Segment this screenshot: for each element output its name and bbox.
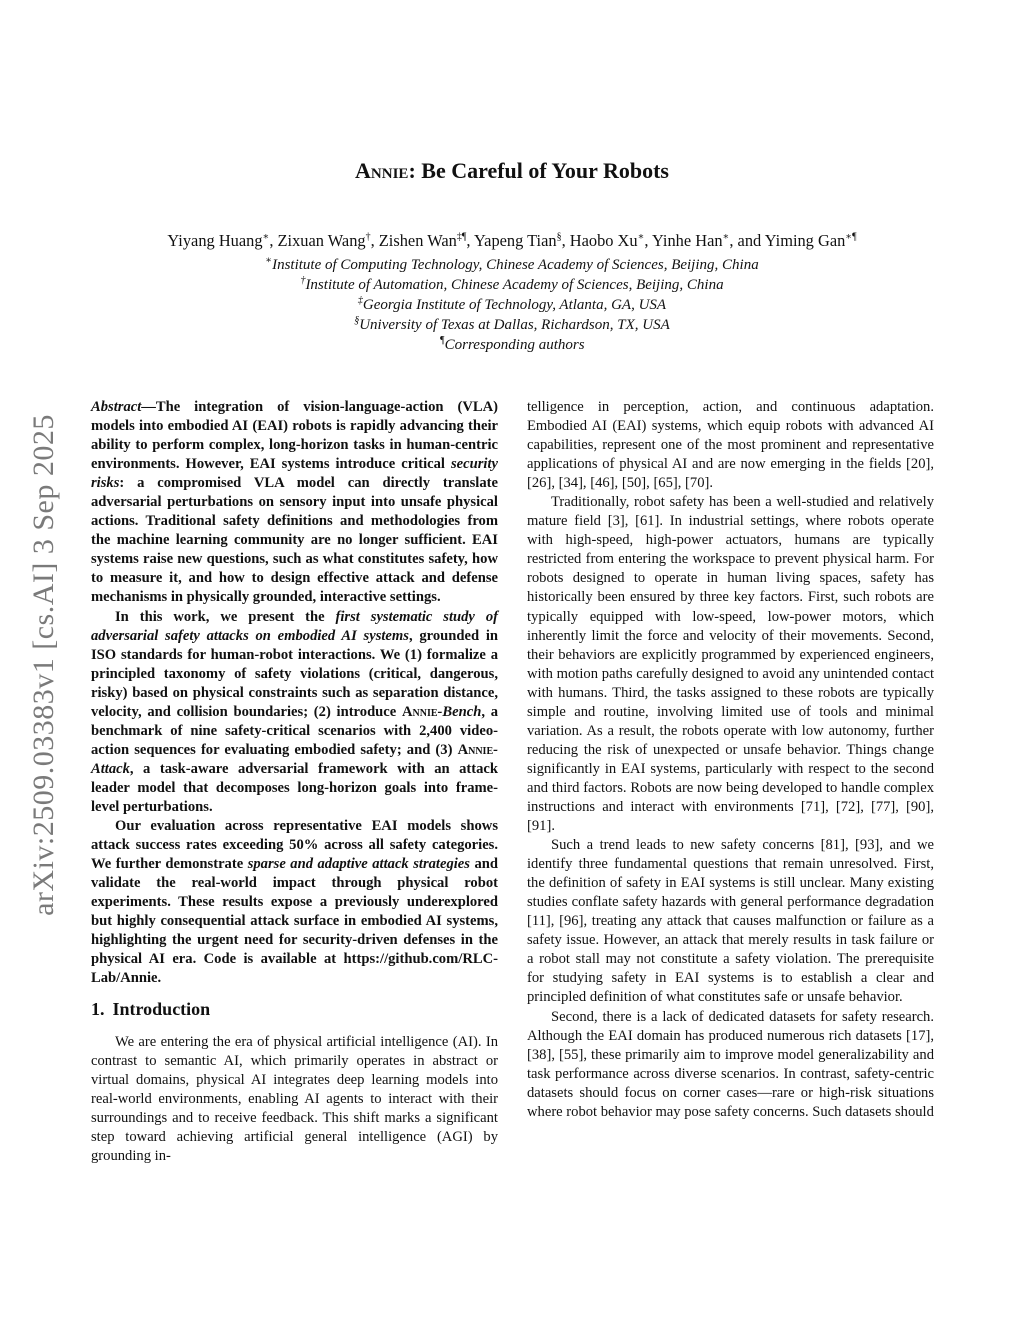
abstract-label: Abstract — [91, 399, 142, 415]
author: Haobo Xu∗, — [569, 231, 652, 250]
section-title: Introduction — [112, 999, 211, 1020]
author: Zixuan Wang†, — [277, 231, 379, 250]
abstract-paragraph-2: In this work, we present the first systematic study of adversarial safety attacks on embodied AI systems, grounded in ISO standards for human-robot interactions. We (1) formalize a principled taxonomy of safety violations (critical, dangerous, risky) based on physical constraints such as separation distance, velocity, and collision boundaries; (2) introduce Annie-Bench, a benchmark of nine safety-critical scenarios with 2,400 video-action sequences for evaluating embodied safety; and (3) Annie-Attack, a task-aware adversarial framework with an attack leader model that decomposes long-horizon goals into frame-level perturbations. — [91, 608, 498, 815]
body-paragraph: We are entering the era of physical artificial intelligence (AI). In contrast to semantic AI, which primarily operates in abstract or virtual domains, physical AI integrates deep learning models into real-world environments, enabling AI agents to interact with their surroundings and to receive feedback. This shift marks a significant step toward achieving artificial general intelligence (AGI) by grounding in- — [91, 1033, 498, 1164]
right-column — [527, 398, 934, 1122]
affiliation: ‡Georgia Institute of Technology, Atlanta, GA, USA — [357, 295, 667, 313]
body-paragraph: telligence in perception, action, and continuous adaptation. Embodied AI (EAI) systems, which equip robots with advanced AI capabilities, represent one of the most prominent and representative applications of physical AI and are now emerging in the fields [20], [26], [34], [46], [50], [65], [70]. — [527, 399, 934, 492]
title-smallcaps: Annie — [355, 158, 409, 183]
title-rest: : Be Careful of Your Robots — [408, 158, 669, 183]
author: Yapeng Tian§, — [473, 231, 570, 250]
abstract-paragraph-3: Our evaluation across representative EAI models shows attack success rates exceeding 50% across all safety categories. We further demonstrate sparse and adaptive attack strategies and validate the real-world impact through physical robot experiments. These results expose a previously underexplored but highly consequential attack surface in embodied AI systems, highlighting the urgent need for security-driven defenses in the physical AI era. Code is available at https://github.com/RLC-Lab/Annie. — [91, 818, 498, 987]
author: Yiyang Huang∗, — [167, 231, 278, 250]
author: Yiming Gan∗¶ — [764, 231, 857, 250]
affiliation-list — [0, 255, 1024, 355]
affiliation: ∗Institute of Computing Technology, Chinese Academy of Sciences, Beijing, China — [265, 255, 759, 273]
author: Zishen Wan‡¶, — [378, 231, 474, 250]
section-number: 1. — [91, 999, 105, 1020]
author-list — [60, 231, 964, 251]
body-paragraph: Traditionally, robot safety has been a well-studied and relatively mature field [3], [61]. In industrial settings, where robots operate with high-speed, high-power actuators, humans are typically restricted from entering the workspace to prevent physical harm. For robots designed to operate in human living spaces, safety has historically been ensured by three key factors. First, such robots are typically equipped with low-speed, low-power motors, which inherently limit the force and velocity of their movements. Second, their behaviors are explicitly programmed by experienced engineers, with motion paths carefully designed to avoid any unintended contact with humans. Third, the tasks assigned to these robots are typically simple and routine, involving limited use of tools and minimal variation. As a result, the robots operate with low autonomy, further reducing the risk of unexpected or unsafe behavior. Things change significantly in EAI systems, particularly with respect to the second and third factors. Robots are now being developed to handle complex instructions and interact with environments [71], [72], [77], [90], [91]. — [527, 494, 934, 835]
abstract — [91, 398, 498, 988]
body-paragraph: Such a trend leads to new safety concerns [81], [93], and we identify three fundamental questions that remain unresolved. First, the definition of safety in EAI systems is still unclear. Many existing studies conflate safety hazards with general performance degradation [11], [96], treating any attack that causes malfunction or failure as a safety issue. However, an attack that merely results in task failure or a robot stall may not constitute a safety violation. The prerequisite for studying safety in EAI systems is to establish a clear and principled definition of what constitutes safe or unsafe behavior. — [527, 837, 934, 1006]
section-heading-introduction — [91, 1000, 498, 1019]
affiliation: †Institute of Automation, Chinese Academy of Sciences, Beijing, China — [300, 275, 724, 293]
affiliation: ¶Corresponding authors — [439, 335, 585, 353]
paper-title — [0, 158, 1024, 184]
abstract-paragraph-1: Abstract—The integration of vision-language-action (VLA) models into embodied AI (EAI) robots is rapidly advancing their ability to perform complex, long-horizon tasks in human-centric environments. However, EAI systems introduce critical security risks: a compromised VLA model can directly translate adversarial perturbations on sensory input into unsafe physical actions. Traditional safety definitions and methodologies from the machine learning community are no longer sufficient. EAI systems raise new questions, such as what constitutes safety, how to measure it, and how to design effective attack and defense mechanisms in physically grounded, interactive settings. — [91, 399, 498, 606]
author: Yinhe Han∗, and — [651, 231, 765, 250]
body-paragraph: Second, there is a lack of dedicated datasets for safety research. Although the EAI domain has produced numerous rich datasets [17], [38], [55], these primarily aim to improve model generalizability and task performance across diverse scenarios. In contrast, safety-centric datasets should focus on corner cases—rare or high-risk situations where robot behavior may pose safety concerns. Such datasets should — [527, 1008, 934, 1120]
left-column — [91, 398, 498, 1166]
affiliation: §University of Texas at Dallas, Richardson, TX, USA — [354, 315, 670, 333]
arxiv-identifier-sidebar — [14, 385, 74, 945]
arxiv-identifier: arXiv:2509.03383v1 [cs.AI] 3 Sep 2025 — [27, 414, 60, 916]
